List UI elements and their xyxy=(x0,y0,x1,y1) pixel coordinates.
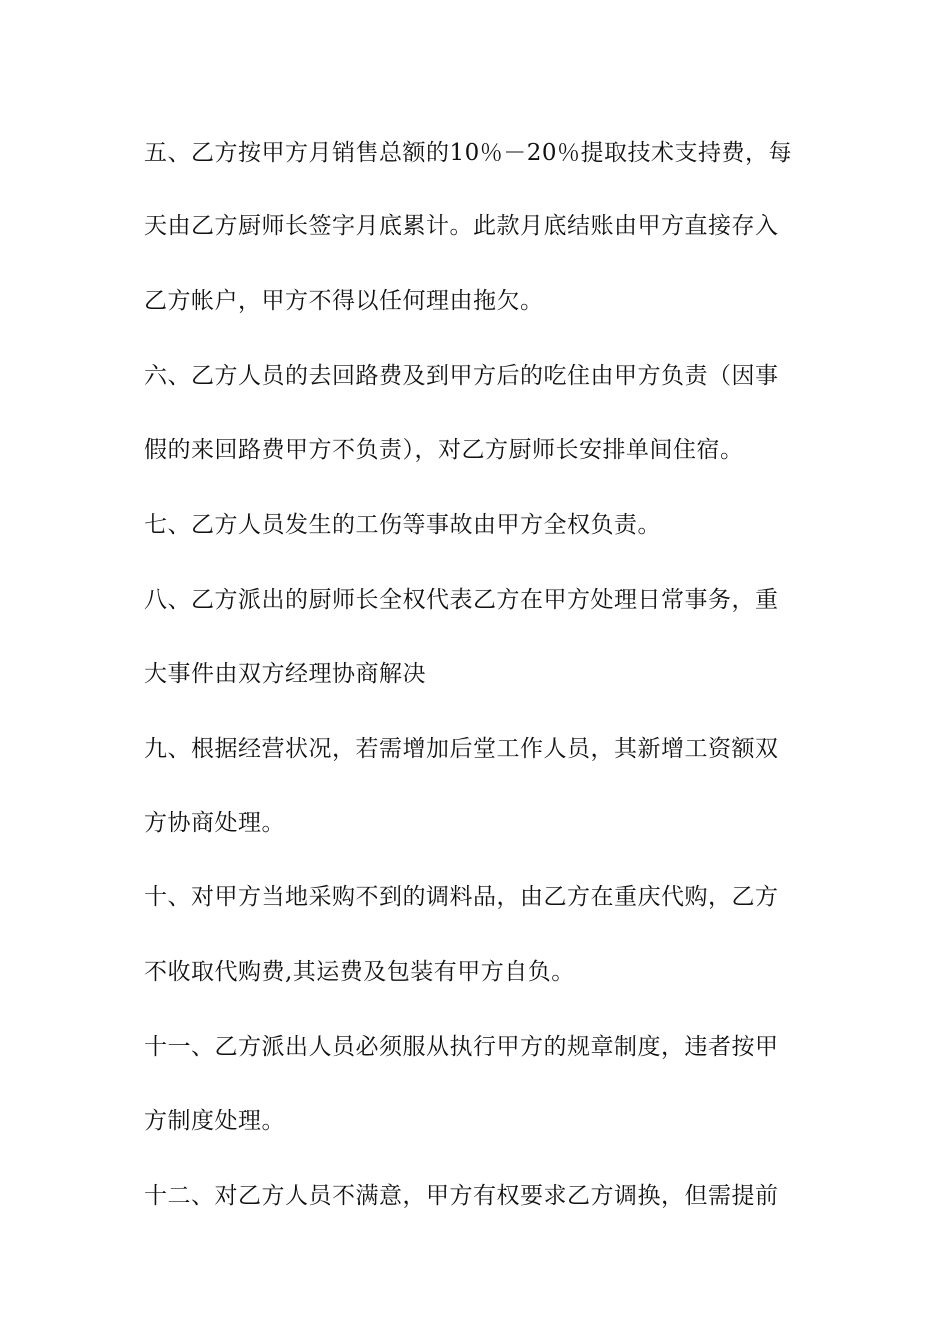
clause-11-line-1: 十一、乙方派出人员必须服从执行甲方的规章制度，违者按甲 xyxy=(144,1034,779,1060)
clause-9-line-1: 九、根据经营状况，若需增加后堂工作人员，其新增工资额双 xyxy=(144,736,779,762)
clause-8-line-2: 大事件由双方经理协商解决 xyxy=(144,661,426,687)
clause-5-line-2: 天由乙方厨师长签字月底累计。此款月底结账由甲方直接存入 xyxy=(144,213,779,239)
clause-8-line-1: 八、乙方派出的厨师长全权代表乙方在甲方处理日常事务，重 xyxy=(144,587,779,613)
clause-5-line-3: 乙方帐户，甲方不得以任何理由拖欠。 xyxy=(144,288,544,314)
clause-10-line-2: 不收取代购费,其运费及包装有甲方自负。 xyxy=(144,959,575,985)
clause-5-line-1: 五、乙方按甲方月销售总额的10％－20％提取技术支持费，每 xyxy=(144,140,793,166)
clause-9-line-2: 方协商处理。 xyxy=(144,810,285,836)
clause-11-line-2: 方制度处理。 xyxy=(144,1108,285,1134)
clause-6-line-1: 六、乙方人员的去回路费及到甲方后的吃住由甲方负责（因事 xyxy=(144,363,779,389)
clause-6-line-2: 假的来回路费甲方不负责），对乙方厨师长安排单间住宿。 xyxy=(144,437,744,463)
clause-10-line-1: 十、对甲方当地采购不到的调料品，由乙方在重庆代购，乙方 xyxy=(144,884,779,910)
clause-7-line-1: 七、乙方人员发生的工伤等事故由甲方全权负责。 xyxy=(144,512,661,538)
clause-12-line-1: 十二、对乙方人员不满意，甲方有权要求乙方调换，但需提前 xyxy=(144,1183,779,1209)
